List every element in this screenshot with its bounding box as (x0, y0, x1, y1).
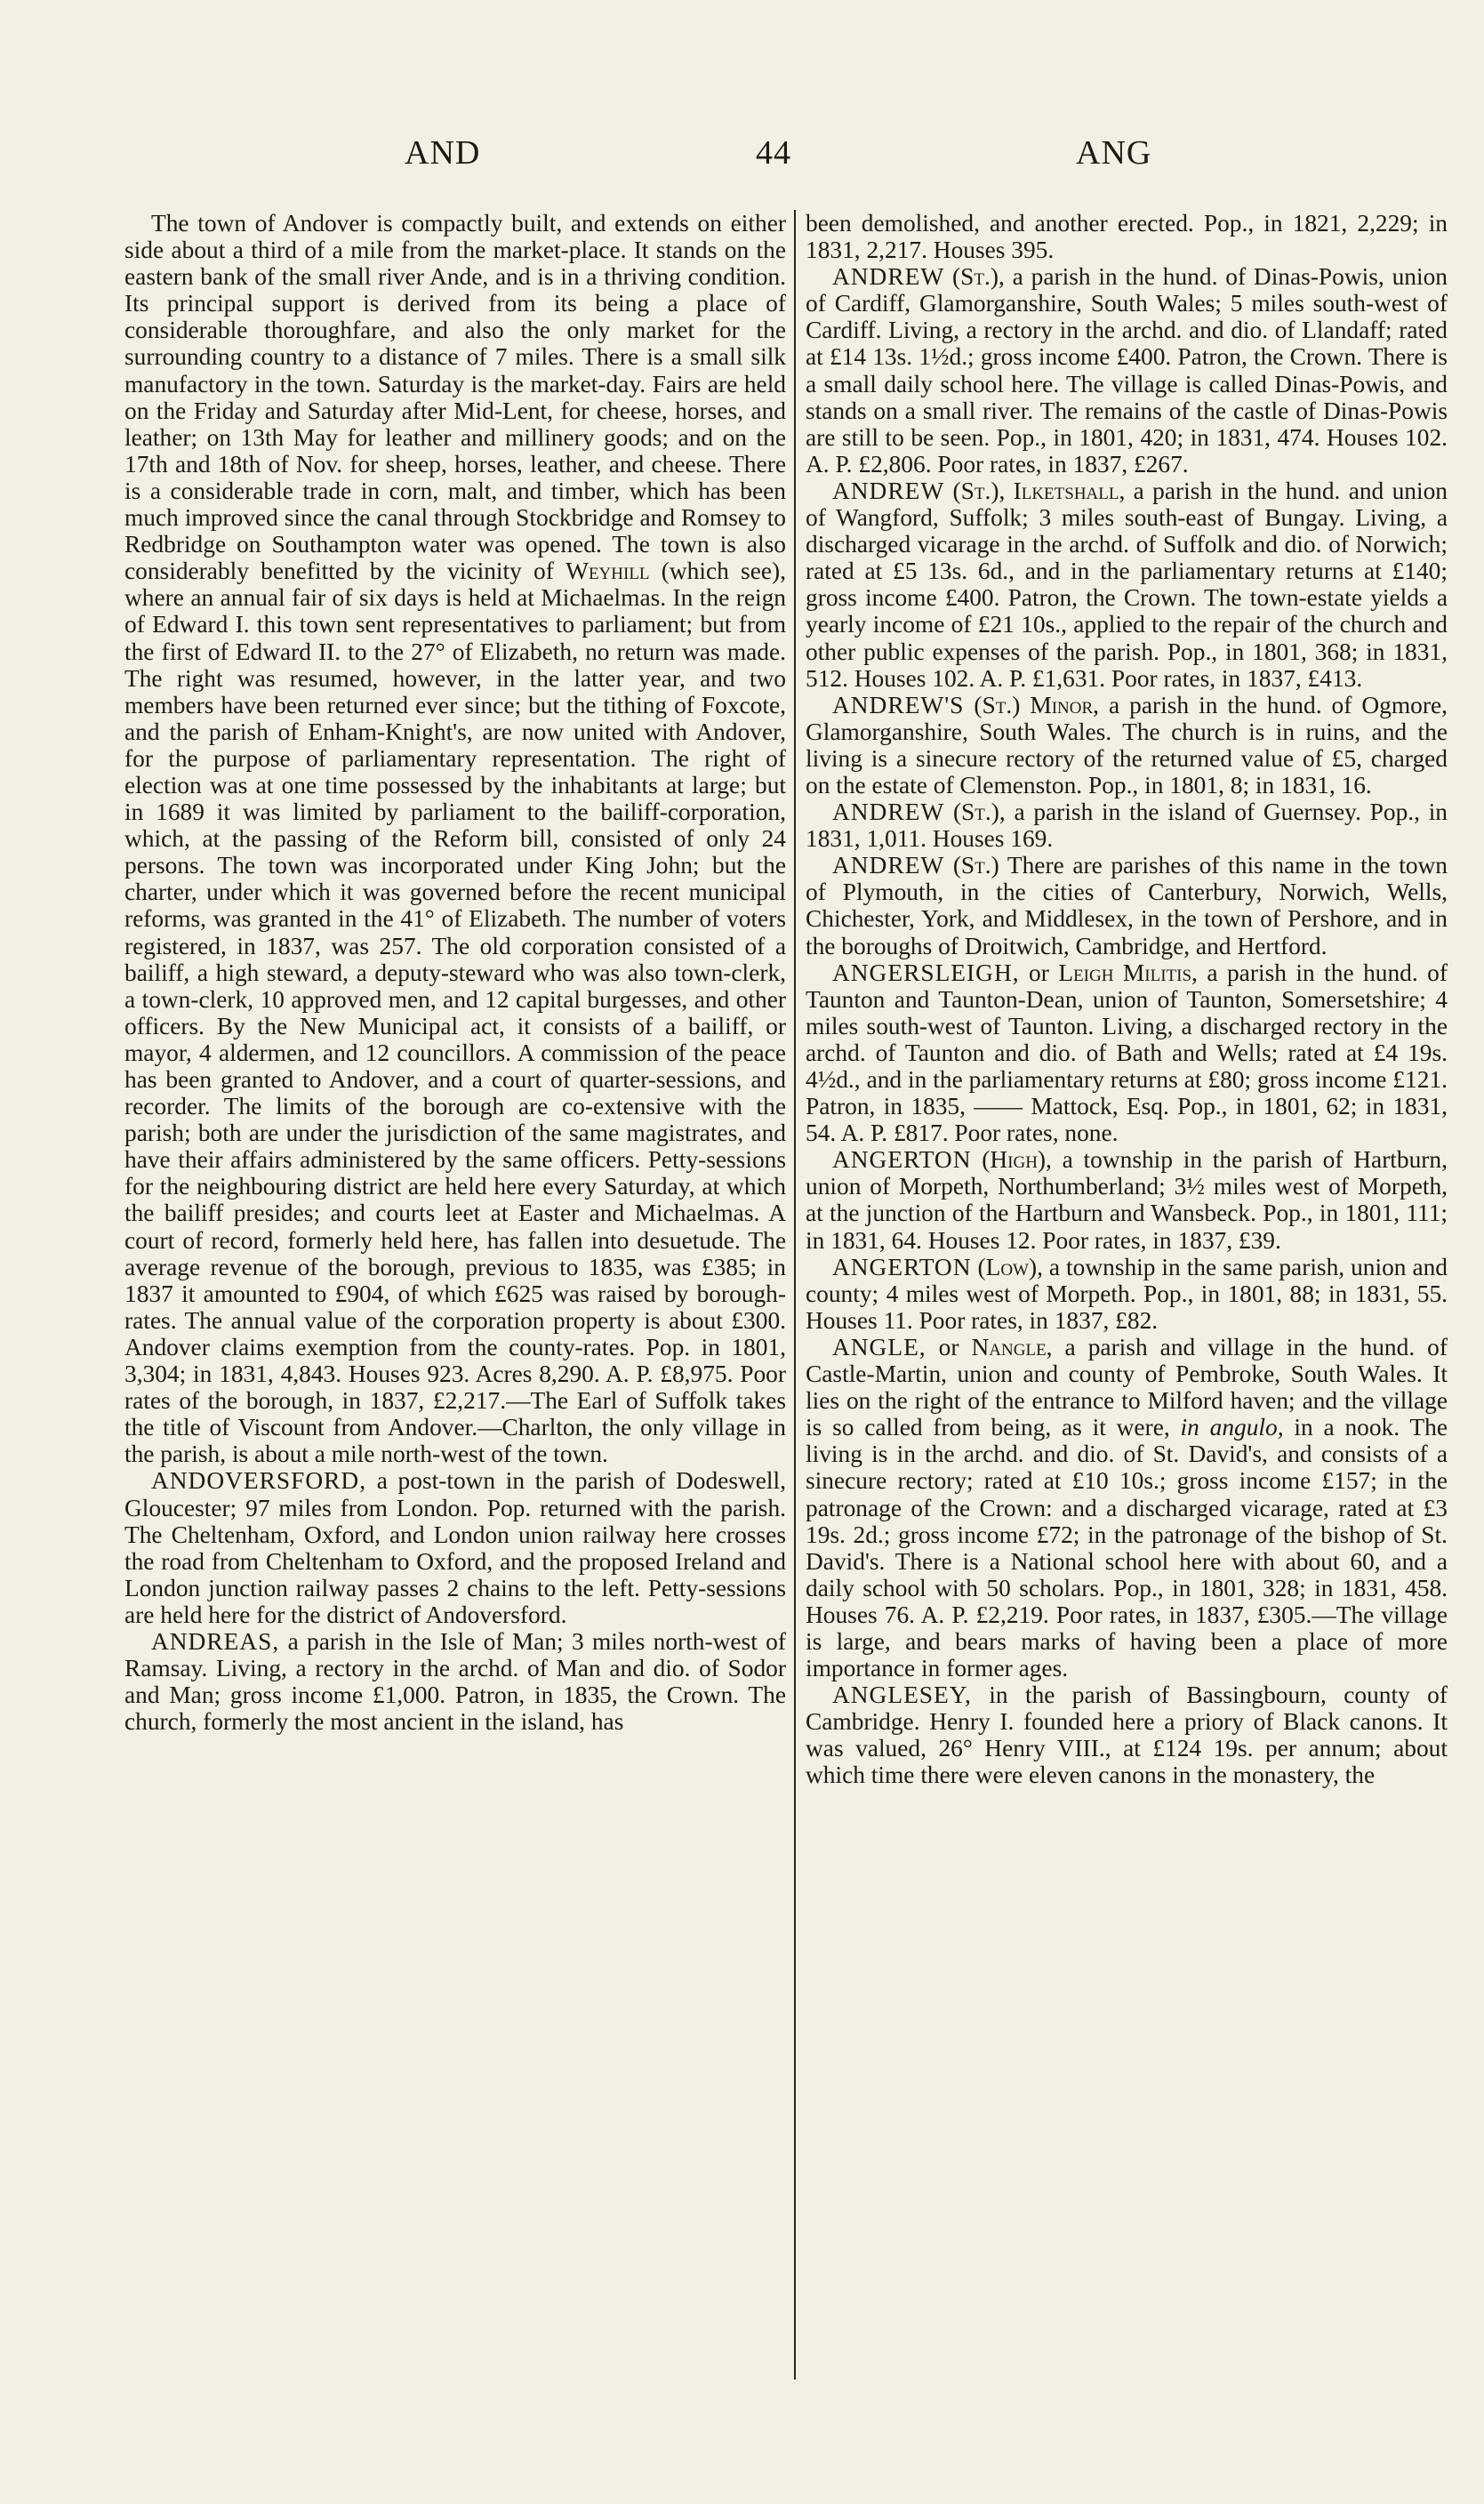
entry-angersleigh (806, 959, 1448, 1147)
italic-phrase: in angulo, (1180, 1414, 1284, 1441)
entry-text: a parish in the hund. of Taunton and Taunton-Dean, union of Taunton, Somersetshire; 4 miles south-west of Taunton. Living, a discharged rectory in the archd. of Taunton and dio. of Bath and Wells; rated at £4 19s. 4½d., and in the parliamentary returns at £80; gross income £121. Patron, in 1835, —— Mattock, Esq. Pop., in 1801, 62; in 1831, 54. A. P. £817. Poor rates, none. (806, 959, 1448, 1147)
entry-text: in the parish of Bassingbourn, county of Cambridge. Henry I. founded here a priory of Black canons. It was valued, 26° Henry VIII., at £124 19s. per annum; about which time there were eleven canons in the monastery, the (806, 1681, 1448, 1789)
entry-text: a parish in the hund. of Ogmore, Glamorganshire, South Wales. The church is in ruins, and the living is a sinecure rectory of the returned value of £5, charged on the estate of Clemenston. Pop., in 1801, 8; in 1831, 16. (806, 691, 1448, 799)
entry-text: The town of Andover is compactly built, and extends on either side about a third of a mile from the market-place. It stands on the eastern bank of the small river Ande, and is in a thriving condition. Its principal support is derived from its being a place of considerable thoroughfare, and also the only market for the surrounding country to a distance of 7 miles. There is a small silk manufactory in the town. Saturday is the market-day. Fairs are held on the Friday and Saturday after Mid-Lent, for cheese, horses, and leather; on 13th May for leather and millinery goods; and on the 17th and 18th of Nov. for sheep, horses, leather, and cheese. There is a considerable trade in corn, malt, and timber, which has been much improved since the canal through Stockbridge and Romsey to Redbridge on Southampton water was opened. The town is also considerably benefitted by the vicinity of (124, 210, 786, 585)
entry-text: a parish in the hund. and union of Wangford, Suffolk; 3 miles south-east of Bungay. Living, a discharged vicarage in the archd. of Suffolk and dio. of Norwich; rated at £5 13s. 6d., and in the parliamentary returns at £140; gross income £400. Patron, the Crown. The town-estate yields a yearly income of £21 10s., applied to the repair of the church and other public expenses of the parish. Pop., in 1801, 368; in 1831, 512. Houses 102. A. P. £1,631. Poor rates, in 1837, £413. (806, 477, 1448, 692)
saint-abbrev: (St.), (952, 799, 1006, 826)
saint-abbrev: (St.) (974, 691, 1021, 718)
entry-text: a parish and village in the hund. of Castle-Martin, union and county of Pembroke, South Wales. It lies on the right of the entrance to Milford haven; and the village is so called from being, as it were, (806, 1333, 1448, 1441)
entry-andover-continued (124, 210, 786, 1467)
entry-text: There are parishes of this name in the town of Plymouth, in the cities of Canterbury, Norwich, Wells, Chichester, York, and Middlesex, in the town of Pershore, and in the boroughs of Droitwich, Cambridge, and Hertford. (806, 852, 1448, 959)
entry-text: a post-town in the parish of Dodeswell, Gloucester; 97 miles from London. Pop. returned with the parish. The Cheltenham, Oxford, and London union railway here crosses the road from Cheltenham to Oxford, and the proposed Ireland and London junction railway passes 2 chains to the left. Petty-sessions are held here for the district of Andoversford. (124, 1467, 786, 1628)
entry-andrew-guernsey (806, 799, 1448, 852)
column-divider (794, 210, 796, 2380)
entry-text: in a nook. The living is in the archd. and dio. of St. David's, and consists of a sinecure rectory; rated at £10 10s.; gross income £157; in the patronage of the Crown: and a discharged vicarage, rated at £3 19s. 2d.; gross income £72; in the patronage of the bishop of St. David's. There is a National school here with about 60, and a daily school with 50 scholars. Pop., in 1801, 328; in 1831, 458. Houses 76. A. P. £2,219. Poor rates, in 1837, £305.—The village is large, and bears marks of having been a place of more importance in former ages. (806, 1414, 1448, 1682)
running-head-right: ANG (1076, 134, 1152, 172)
entry-andreas (124, 1628, 786, 1735)
headword: ANGLESEY, (832, 1681, 972, 1709)
entry-text: a parish in the hund. of Dinas-Powis, union of Cardiff, Glamorganshire, South Wales; 5 miles south-west of Cardiff. Living, a rectory in the archd. and dio. of Llandaff; rated at £14 13s. 1½d.; gross income £400. Patron, the Crown. There is a small daily school here. The village is called Dinas-Powis, and stands on a small river. The remains of the castle of Dinas-Powis are still to be seen. Pop., in 1801, 420; in 1831, 474. Houses 102. A. P. £2,806. Poor rates, in 1837, £267. (806, 263, 1448, 478)
conjunction: or (1029, 959, 1049, 986)
headword: ANGLE, (832, 1333, 926, 1360)
cross-reference: Weyhill (566, 558, 650, 585)
saint-abbrev: (St.), (952, 263, 1005, 291)
entry-andrew-parishes (806, 852, 1448, 959)
headword: ANDREW'S (832, 691, 965, 718)
entry-andoversford (124, 1467, 786, 1628)
entry-text: a township in the parish of Hartburn, union of Morpeth, Northumberland; 3½ miles west of Morpeth, at the junction of the Hartburn and Wansbeck. Pop., in 1801, 111; in 1831, 64. Houses 12. Poor rates, in 1837, £39. (806, 1146, 1448, 1254)
entry-text: a parish in the Isle of Man; 3 miles north-west of Ramsay. Living, a rectory in the archd. of Man and dio. of Sodor and Man; gross income £1,000. Patron, in 1835, the Crown. The church, formerly the most ancient in the island, has (124, 1627, 786, 1736)
left-column (124, 210, 786, 1735)
headword: ANDREW (832, 852, 945, 879)
running-head (124, 133, 1369, 187)
entry-angerton-low (806, 1254, 1448, 1334)
place-name: (Low), (977, 1253, 1043, 1280)
conjunction: or (938, 1333, 959, 1360)
headword: ANDOVERSFORD, (151, 1467, 367, 1495)
headword: ANGERTON (832, 1253, 972, 1280)
entry-andrew-ilketshall (806, 478, 1448, 692)
running-head-left: AND (405, 134, 481, 172)
right-column (806, 210, 1448, 1789)
headword: ANGERSLEIGH, (832, 959, 1020, 986)
saint-abbrev: (St.), (952, 477, 1006, 504)
saint-abbrev: (St.) (952, 852, 999, 879)
entry-text: a township in the same parish, union and county; 4 miles west of Morpeth. Pop., in 1801, 88; in 1831, 55. Houses 11. Poor rates, in 1837, £82. (806, 1253, 1448, 1334)
place-name: Minor, (1030, 691, 1099, 718)
place-name: Ilketshall, (1013, 477, 1126, 504)
headword: ANDREW (832, 263, 945, 291)
headword: ANGERTON (832, 1146, 972, 1174)
headword: ANDREAS, (151, 1627, 280, 1655)
headword: ANDREW (832, 477, 945, 504)
entry-andreas-continued (806, 210, 1448, 263)
entry-andrews-minor (806, 692, 1448, 799)
headword: ANDREW (832, 799, 945, 826)
place-name: Nangle, (971, 1333, 1053, 1360)
entry-anglesey (806, 1681, 1448, 1788)
entry-text: a parish in the island of Guernsey. Pop., in 1831, 1,011. Houses 169. (806, 799, 1448, 853)
entry-angle (806, 1334, 1448, 1681)
entry-text: (which see), where an annual fair of six days is held at Michaelmas. In the reign of Edward I. this town sent representatives to parliament; but from the first of Edward II. to the 27° of Elizabeth, no return was made. The right was resumed, however, in the latter year, and two members have been returned ever since; but the tithing of Foxcote, and the parish of Enham-Knight's, are now united with Andover, for the purpose of parliamentary representation. The right of election was at one time possessed by the inhabitants at large; but in 1689 it was limited by parliament to the bailiff-corporation, which, at the passing of the Reform bill, consisted of only 24 persons. The town was incorporated under King John; but the charter, under which it was governed before the recent municipal reforms, was granted in the 41° of Elizabeth. The number of voters registered, in 1837, was 257. The old corporation consisted of a bailiff, a high steward, a deputy-steward who was also town-clerk, a town-clerk, 10 approved men, and 12 capital burgesses, and other officers. By the New Municipal act, it consists of a bailiff, or mayor, 4 aldermen, and 12 councillors. A commission of the peace has been granted to Andover, and a court of quarter-sessions, and recorder. The limits of the borough are co-extensive with the parish; both are under the jurisdiction of the same magistrates, and have their affairs administered by the same officers. Petty-sessions for the neighbouring district are held here every Saturday, at which the bailiff presides; and courts leet at Easter and Michaelmas. A court of record, formerly held here, has fallen into desuetude. The average revenue of the borough, previous to 1835, was £385; in 1837 it amounted to £904, of which £625 was raised by borough-rates. The annual value of the corporation property is about £300. Andover claims exemption from the county-rates. Pop. in 1801, 3,304; in 1831, 4,843. Houses 923. Acres 8,290. A. P. £8,975. Poor rates of the borough, in 1837, £2,217.—The Earl of Suffolk takes the title of Viscount from Andover.—Charlton, the only village in the parish, is about a mile north-west of the town. (124, 558, 786, 1468)
place-name: Leigh Militis, (1058, 959, 1198, 986)
place-name: (High), (982, 1146, 1052, 1174)
entry-andrew-dinas-powis (806, 263, 1448, 478)
entry-angerton-high (806, 1146, 1448, 1253)
page-number: 44 (756, 134, 791, 172)
entry-text: been demolished, and another erected. Pop., in 1821, 2,229; in 1831, 2,217. Houses 395. (806, 210, 1448, 264)
